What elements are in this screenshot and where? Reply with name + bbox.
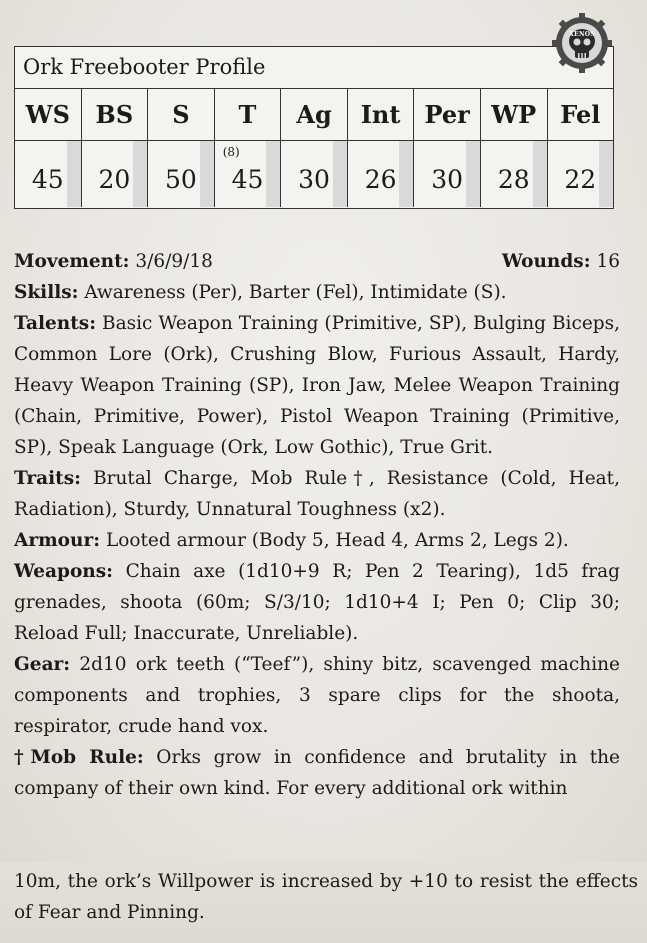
- stat-block-text: [14, 246, 620, 804]
- profile-title: Ork Freebooter Profile: [15, 47, 613, 89]
- header-wp: WP: [481, 89, 548, 140]
- header-t: T: [215, 89, 282, 140]
- weapons: Weapons: Chain axe (1d10+9 R; Pen 2 Tearing), 1d5 frag grenades, shoota (60m; S/3/10; 1d10+4 I; Pen 0; Clip 30; Reload Full; Inaccurate, Unreliable).: [14, 561, 620, 644]
- profile-header-row: [15, 89, 613, 141]
- profile-values-row: [15, 141, 613, 207]
- header-ag: Ag: [281, 89, 348, 140]
- mob-rule: †Mob Rule: Orks grow in confidence and brutality in the company of their own kind. For every additional ork within: [14, 747, 620, 799]
- value-per: 30: [414, 141, 481, 207]
- talents: Talents: Basic Weapon Training (Primitive, SP), Bulging Biceps, Common Lore (Ork), Crushing Blow, Furious Assault, Hardy, Heavy Weapon Training (SP), Iron Jaw, Melee Weapon Training (Chain, Primitive, Power), Pistol Weapon Training (Primitive, SP), Speak Language (Ork, Low Gothic), True Grit.: [14, 313, 620, 458]
- armour: Armour: Looted armour (Body 5, Head 4, Arms 2, Legs 2).: [14, 530, 569, 551]
- header-fel: Fel: [560, 100, 601, 129]
- header-int: Int: [348, 89, 415, 140]
- mob-rule-continuation: 10m, the ork’s Willpower is increased by +10 to resist the effects of Fear and Pinning.: [14, 871, 638, 923]
- value-int: 26: [348, 141, 415, 207]
- header-bs: BS: [82, 89, 149, 140]
- movement-wounds-line: [14, 246, 620, 277]
- skills: Skills: Awareness (Per), Barter (Fel), Intimidate (S).: [14, 282, 507, 303]
- value-fel: 22: [548, 141, 614, 207]
- value-s: 50: [148, 141, 215, 207]
- value-t: (8) 45: [215, 141, 282, 207]
- value-bs: 20: [82, 141, 149, 207]
- traits: Traits: Brutal Charge, Mob Rule†, Resistance (Cold, Heat, Radiation), Sturdy, Unnatural Toughness (x2).: [14, 468, 620, 520]
- profile-table: [14, 46, 614, 209]
- header-ws: WS: [15, 89, 82, 140]
- value-ws: 45: [15, 141, 82, 207]
- value-ag: 30: [281, 141, 348, 207]
- value-wp: 28: [481, 141, 548, 207]
- wounds: Wounds: 16: [501, 251, 620, 272]
- header-s: S: [148, 89, 215, 140]
- movement: Movement: 3/6/9/18: [14, 251, 213, 272]
- gear: Gear: 2d10 ork teeth (“Teef”), shiny bitz, scavenged machine components and trophies, 3 spare clips for the shoota, respirator, crude hand vox.: [14, 654, 620, 737]
- emblem-label: XENOS: [569, 31, 595, 38]
- header-per: Per: [414, 89, 481, 140]
- skull-gear-icon: [551, 12, 613, 74]
- toughness-bonus: (8): [222, 145, 240, 159]
